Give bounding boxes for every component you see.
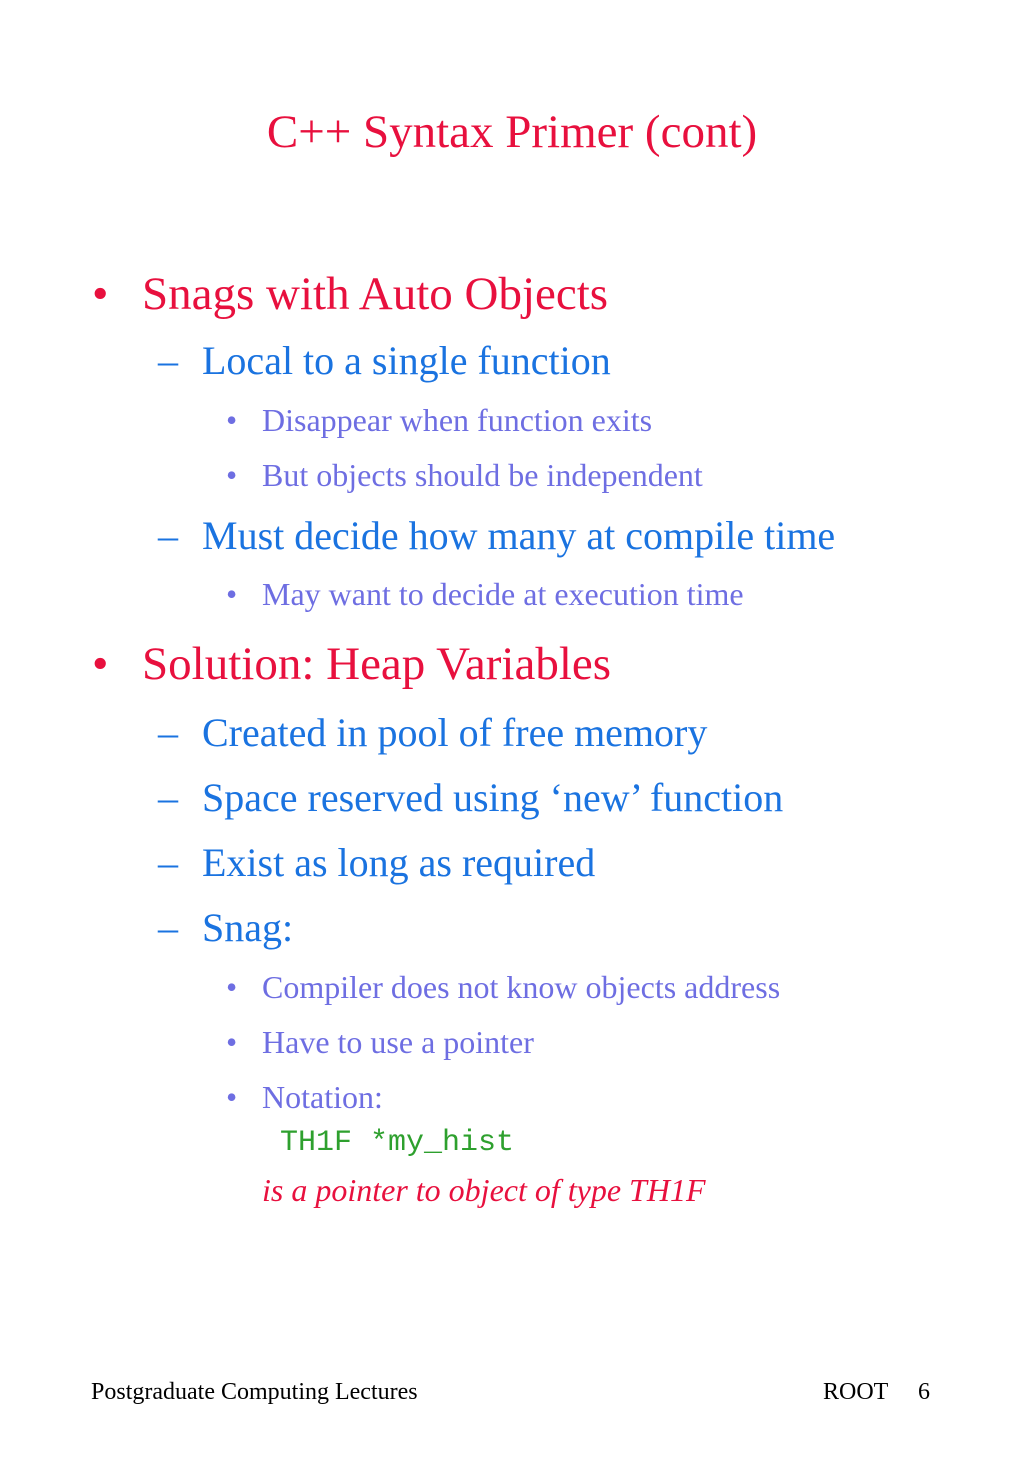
subpoint-must-decide-how-many [158, 512, 836, 560]
subpoint-created-in-pool [158, 709, 708, 757]
bullet-text: Solution: Heap Variables [142, 638, 612, 690]
bullet-marker: • [226, 1024, 238, 1060]
bullet-marker: • [226, 576, 238, 612]
bullet-marker: • [92, 268, 109, 320]
bullet-solution-heap-variables [92, 636, 612, 692]
subpoint-text: Local to a single function [202, 338, 611, 383]
pointer-explanation: is a pointer to object of type TH1F [262, 1172, 706, 1208]
dash-marker: – [158, 775, 178, 820]
subpoint-text: Must decide how many at compile time [202, 513, 836, 558]
subpoint-snag [158, 904, 294, 952]
subpoint-text: Snag: [202, 905, 294, 950]
bullet-marker: • [226, 457, 238, 493]
bullet-marker: • [92, 638, 109, 690]
detail-notation [226, 1077, 383, 1117]
dash-marker: – [158, 710, 178, 755]
dash-marker: – [158, 840, 178, 885]
subpoint-text: Exist as long as required [202, 840, 596, 885]
detail-use-a-pointer [226, 1022, 534, 1062]
dash-marker: – [158, 905, 178, 950]
detail-text: Notation: [262, 1079, 383, 1115]
slide-title: C++ Syntax Primer (cont) [266, 106, 758, 158]
detail-decide-at-execution-time [226, 574, 744, 614]
code-sample: TH1F *my_hist [280, 1126, 515, 1160]
footer-lecture-series: Postgraduate Computing Lectures [91, 1379, 418, 1405]
detail-text: Disappear when function exits [262, 402, 653, 438]
bullet-marker: • [226, 402, 238, 438]
subpoint-local-to-single-function [158, 337, 611, 385]
subpoint-text: Created in pool of free memory [202, 710, 708, 755]
detail-text: But objects should be independent [262, 457, 703, 493]
detail-text: May want to decide at execution time [262, 576, 744, 612]
detail-text: Compiler does not know objects address [262, 969, 781, 1005]
detail-compiler-does-not-know [226, 967, 781, 1007]
subpoint-text: Space reserved using ‘new’ function [202, 775, 784, 820]
detail-disappear-when-function-exits [226, 400, 653, 440]
bullet-marker: • [226, 1079, 238, 1115]
bullet-marker: • [226, 969, 238, 1005]
bullet-snags-with-auto-objects [92, 266, 609, 322]
subpoint-space-reserved [158, 774, 784, 822]
dash-marker: – [158, 513, 178, 558]
bullet-text: Snags with Auto Objects [142, 268, 609, 320]
dash-marker: – [158, 338, 178, 383]
footer-section-label: ROOT [823, 1379, 889, 1405]
detail-objects-should-be-independent [226, 455, 703, 495]
footer-page-number: 6 [918, 1379, 930, 1405]
subpoint-exist-as-long [158, 839, 596, 887]
detail-text: Have to use a pointer [262, 1024, 534, 1060]
